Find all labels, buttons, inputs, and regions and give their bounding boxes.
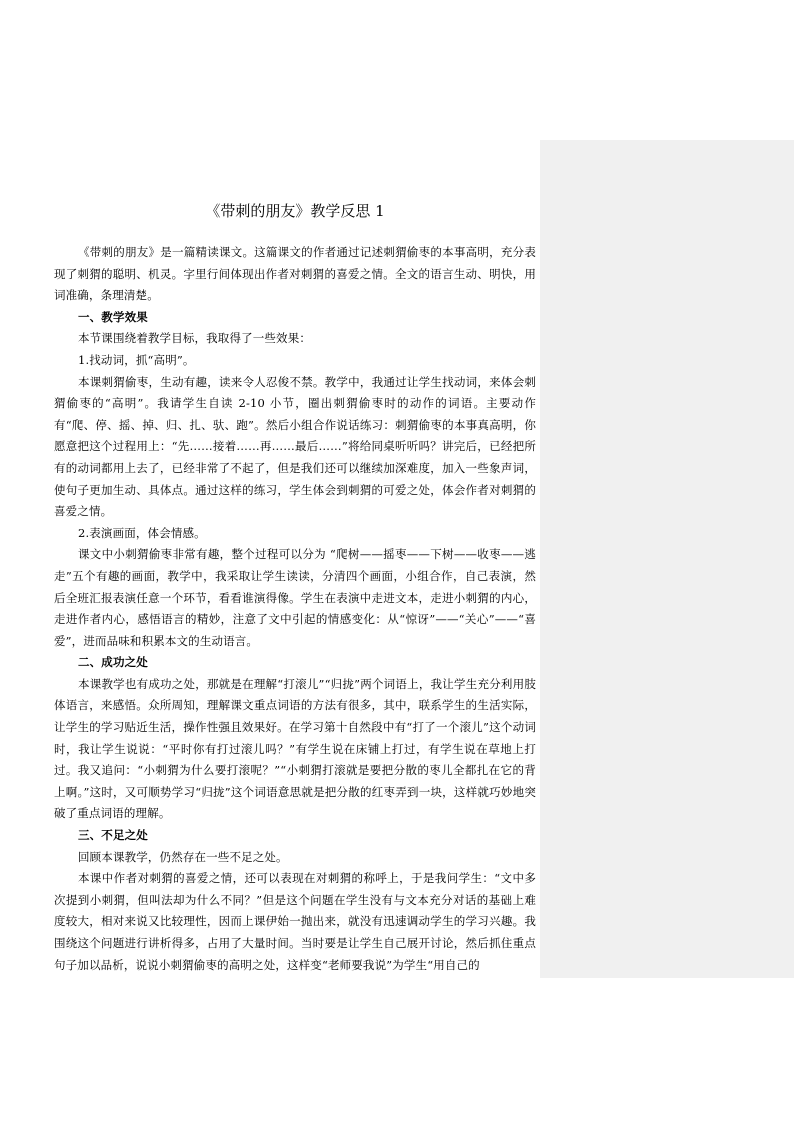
section-heading-shortcomings: 三、不足之处 [78,828,148,843]
section-heading-success: 二、成功之处 [78,655,148,670]
document-title: 《带刺的朋友》教学反思 1 [205,202,385,220]
comment-margin-pane [540,140,794,978]
document-page [54,200,536,976]
subheading-perform-scenes: 2.表演画面，体会情感。 [78,525,206,540]
subheading-find-verbs: 1.找动词，抓“高明”。 [78,352,195,367]
section-heading-teaching-effect: 一、教学效果 [78,309,148,324]
success-paragraph: 本课教学也有成功之处，那就是在理解“打滚儿”“归拢”两个词语上，我让学生充分利用肢体语言，来感悟。众所周知，理解课文重点词语的方法有很多，其中，联系学生的生活实际，让学生的学习贴近生活，操作性强且效果好。在学习第十自然段中有“打了一个滚儿”这个动词时，我让学生说说：“平时你有打过滚儿吗？”有学生说在床铺上打过，有学生说在草地上打过。我又追问：“小刺猬为什么要打滚呢？”“小刺猬打滚就是要把分散的枣儿全都扎在它的背上啊。”这时，又可顺势学习“归拢”这个词语意思就是把分散的红枣弄到一块，这样就巧妙地突破了重点词语的理解。 [54,676,536,821]
find-verbs-paragraph: 本课刺猬偷枣，生动有趣，读来令人忍俊不禁。教学中，我通过让学生找动词，来体会刺猬偷枣的“高明”。我请学生自读 2-10 小节，圈出刺猬偷枣时的动作的词语。主要动作有“爬、停、摇、掉、归、扎、驮、跑”。然后小组合作说话练习：刺猬偷枣的本事真高明，你愿意把这个过程用上：“先……接着……再……最后……”将给同桌听听吗？讲完后，已经把所有的动词都用上去了，已经非常了不起了，但是我们还可以继续加深难度，加入一些象声词，使句子更加生动、具体点。通过这样的练习，学生体会到刺猬的可爱之处，体会作者对刺猬的喜爱之情。 [54,374,536,519]
perform-scenes-paragraph: 课文中小刺猬偷枣非常有趣，整个过程可以分为 “爬树——摇枣——下树——收枣——逃走”五个有趣的画面，教学中，我采取让学生读读，分清四个画面，小组合作，自己表演，然后全班汇报表演任意一个环节，看看谁演得像。学生在表演中走进文本，走进小刺猬的内心，走进作者内心，感悟语言的精妙，注意了文中引起的情感变化：从“惊讶”——“关心”——“喜爱”，进而品味和积累本文的生动语言。 [54,547,536,648]
shortcomings-intro-paragraph: 回顾本课教学，仍然存在一些不足之处。 [78,849,288,864]
effect-intro-paragraph: 本节课围绕着教学目标，我取得了一些效果： [78,331,311,346]
intro-paragraph: 《带刺的朋友》是一篇精读课文。这篇课文的作者通过记述刺猬偷枣的本事高明，充分表现了刺猬的聪明、机灵。字里行间体现出作者对刺猬的喜爱之情。全文的语言生动、明快，用词准确，条理清楚。 [54,245,536,303]
shortcomings-paragraph: 本课中作者对刺猬的喜爱之情，还可以表现在对刺猬的称呼上，于是我问学生：“文中多次提到小刺猬，但叫法却为什么不同？”但是这个问题在学生没有与文本充分对话的基础上难度较大，相对来说又比较理性，因而上课伊始一抛出来，就没有迅速调动学生的学习兴趣。我围绕这个问题进行讲析得多，占用了大量时间。当时要是让学生自己展开讨论，然后抓住重点句子加以品析，说说小刺猬偷枣的高明之处，这样变“老师要我说”为学生“用自己的 [54,871,536,972]
